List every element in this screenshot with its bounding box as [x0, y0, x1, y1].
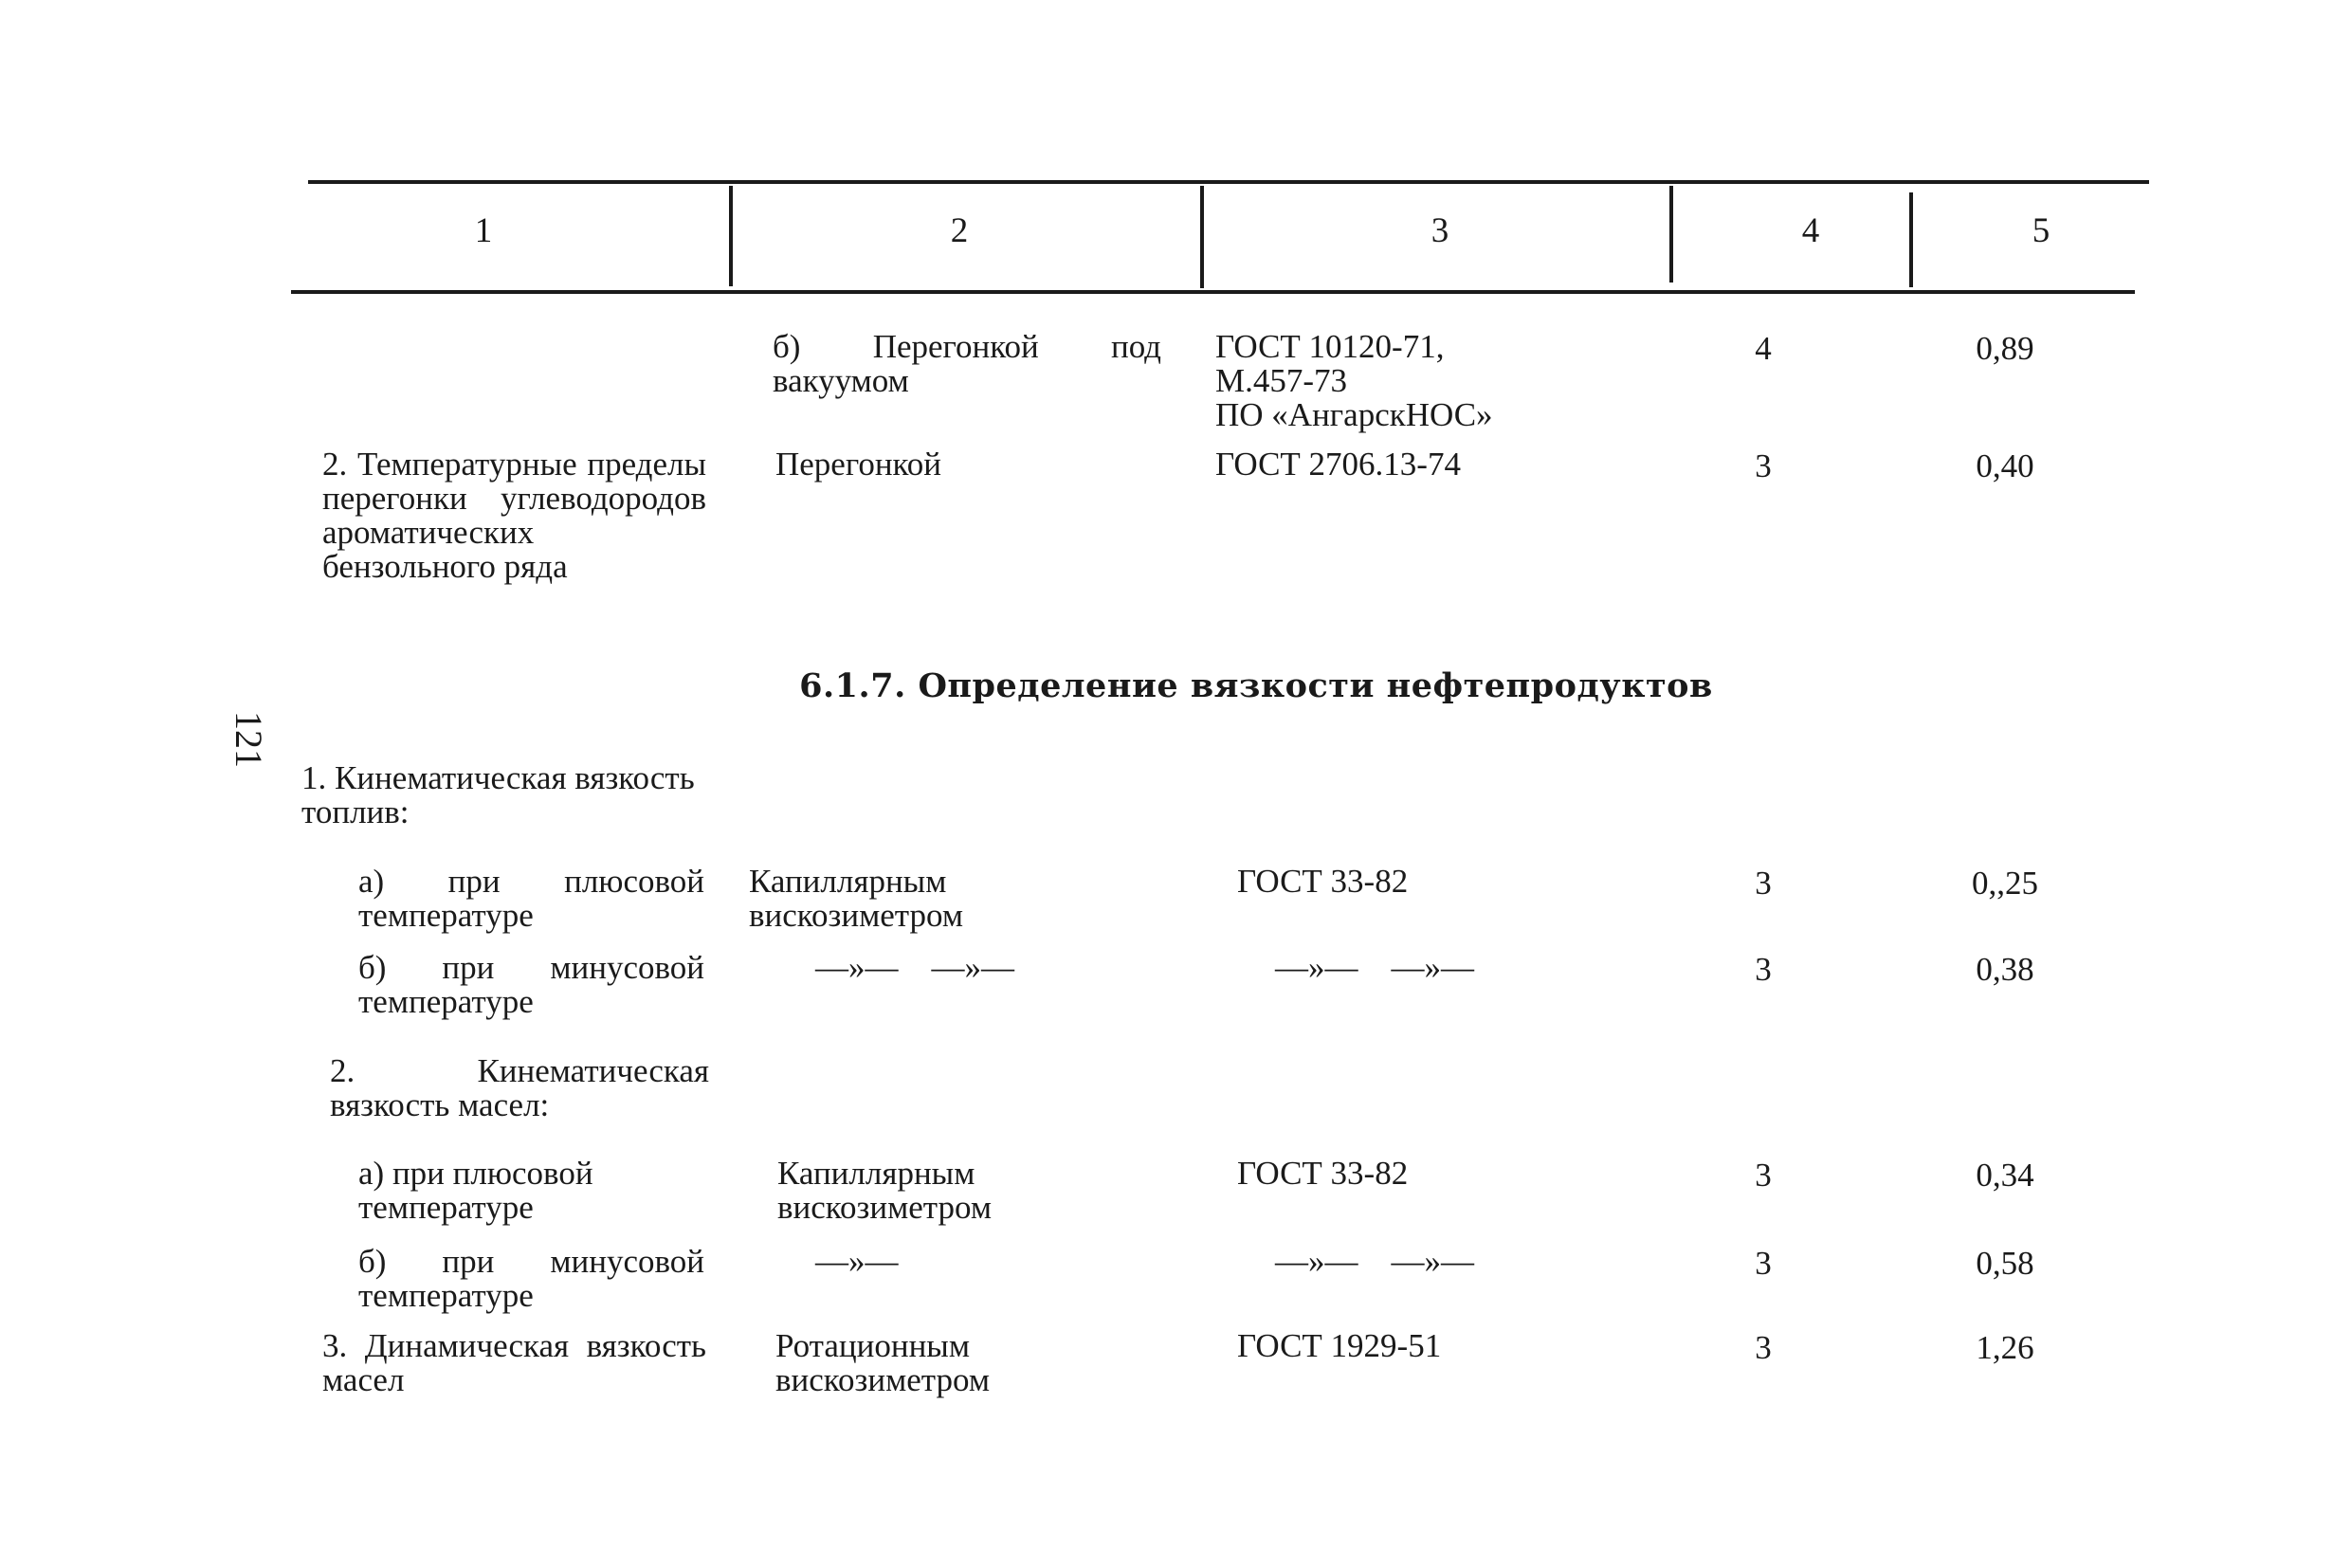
row-4-name: б) при минусовой температуре	[358, 949, 704, 1020]
row-7-method: —»—	[815, 1243, 899, 1280]
row-3-col5: 0,,25	[1972, 865, 2038, 902]
header-col-4: 4	[1801, 211, 1820, 250]
row-1-col4: 3	[1755, 447, 1772, 484]
table-header-bottom-rule	[291, 290, 2135, 294]
row-4-col4: 3	[1755, 951, 1772, 988]
page-number: 121	[228, 711, 270, 768]
row-1-col5: 0,40	[1976, 447, 2034, 484]
row-0-col4: 4	[1755, 330, 1772, 367]
row-8-standard: ГОСТ 1929-51	[1237, 1327, 1442, 1364]
row-1-method: Перегонкой	[775, 446, 942, 483]
row-8-name: 3. Динамическая вязкость масел	[322, 1327, 706, 1398]
row-0-standard: ГОСТ 10120-71, М.457-73 ПО «АнгарскНОС»	[1215, 328, 1493, 433]
row-3-col4: 3	[1755, 865, 1772, 902]
row-8-method: Ротационным вискозиметром	[775, 1327, 990, 1398]
row-0-method: б) Перегонкой под вакуумом	[773, 328, 1161, 399]
column-divider-1	[729, 186, 733, 286]
row-0-col5: 0,89	[1976, 330, 2034, 367]
header-col-1: 1	[474, 211, 493, 250]
row-6-method: Капиллярным вискозиметром	[777, 1155, 992, 1226]
row-3-name: а) при плюсовой температуре	[358, 863, 704, 934]
row-4-col5: 0,38	[1976, 951, 2034, 988]
column-divider-2	[1200, 186, 1204, 288]
table-top-rule	[308, 180, 2149, 184]
section-title: 6.1.7. Определение вязкости нефтепродуктов	[799, 666, 1713, 705]
row-7-col5: 0,58	[1976, 1245, 2034, 1282]
row-6-standard: ГОСТ 33-82	[1237, 1155, 1409, 1192]
row-2-name: 1. Кинематическая вязкость топлив:	[301, 759, 695, 830]
row-4-standard: —»— —»—	[1275, 949, 1474, 986]
row-1-standard: ГОСТ 2706.13-74	[1215, 446, 1461, 483]
row-6-col5: 0,34	[1976, 1157, 2034, 1194]
row-8-col4: 3	[1755, 1329, 1772, 1366]
row-4-method: —»— —»—	[815, 949, 1014, 986]
header-col-3: 3	[1431, 211, 1449, 250]
column-divider-3	[1669, 186, 1673, 283]
row-6-name: а) при плюсовой температуре	[358, 1155, 593, 1226]
header-col-5: 5	[2032, 211, 2050, 250]
row-8-col5: 1,26	[1976, 1329, 2034, 1366]
row-7-standard: —»— —»—	[1275, 1243, 1474, 1280]
row-3-standard: ГОСТ 33-82	[1237, 863, 1409, 900]
row-5-name: 2. Кинематическая вязкость масел:	[330, 1052, 709, 1123]
row-3-method: Капиллярным вискозиметром	[749, 863, 963, 934]
header-col-2: 2	[950, 211, 969, 250]
column-divider-4	[1909, 192, 1913, 287]
row-1-name: 2. Температурные пределы перегонки углеводородов ароматических бензольного ряда	[322, 446, 706, 585]
row-6-col4: 3	[1755, 1157, 1772, 1194]
row-7-name: б) при минусовой температуре	[358, 1243, 704, 1314]
row-7-col4: 3	[1755, 1245, 1772, 1282]
